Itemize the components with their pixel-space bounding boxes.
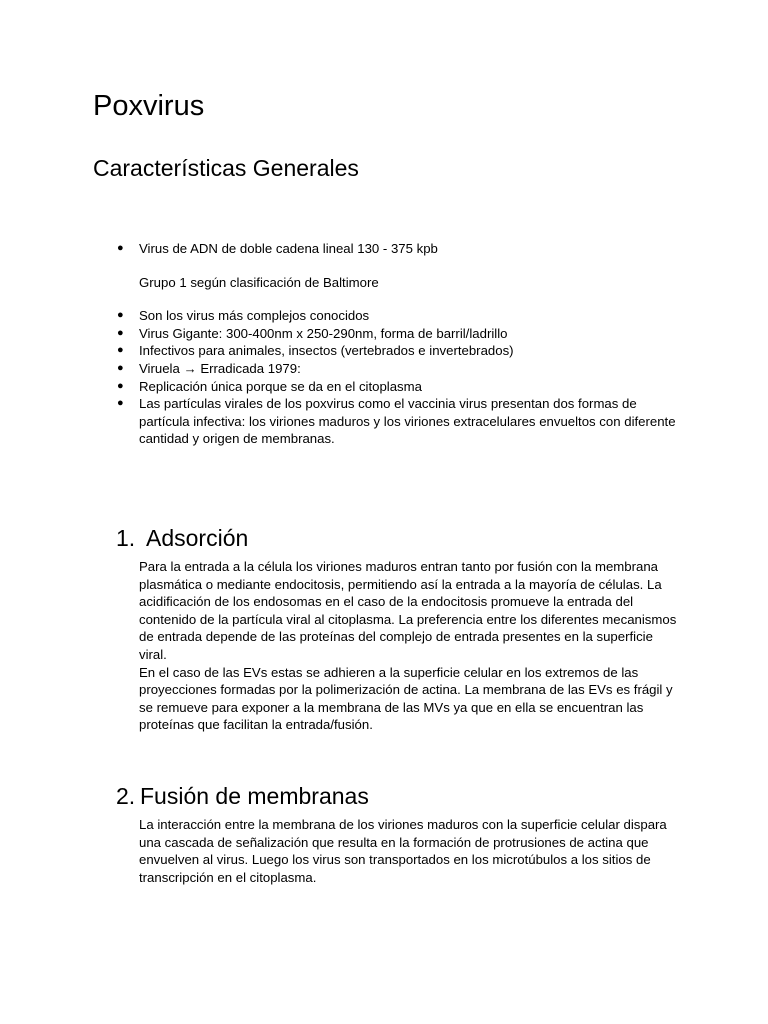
bullet-icon: ● xyxy=(117,344,124,357)
characteristics-list xyxy=(0,240,768,448)
page-subtitle: Características Generales xyxy=(93,155,359,181)
list-item-text: Son los virus más complejos conocidos xyxy=(139,308,370,324)
list-item-text: Viruela → Erradicada 1979: xyxy=(139,360,301,376)
list-item-subtext: Grupo 1 según clasificación de Baltimore xyxy=(139,274,379,290)
section-number: 2. xyxy=(116,783,136,809)
list-item-text: Virus de ADN de doble cadena lineal 130 - 375 kpb xyxy=(139,241,438,256)
list-item xyxy=(0,360,679,378)
list-item-text: Virus Gigante: 300-400nm x 250-290nm, forma de barril/ladrillo xyxy=(139,325,508,341)
paragraph: Para la entrada a la célula los viriones maduros entran tanto por fusión con la membrana plasmática o mediante endocitosis, permitiendo así la entrada a la mayoría de células. La acidificación de los endosomas en el caso de la endocitosis promueve la entrada del contenido de la partícula viral al citoplasma. La preferencia entre los diferentes mecanismos de entrada depende de las proteínas del complejo de entrada presentes en la superficie viral. xyxy=(139,559,677,662)
section-number: 1. xyxy=(116,525,136,551)
list-item xyxy=(0,378,679,396)
bullet-icon: ● xyxy=(117,309,124,322)
bullet-icon: ● xyxy=(117,361,124,374)
paragraph: La interacción entre la membrana de los viriones maduros con la superficie celular dispara una cascada de señalización que resulta en la formación de protrusiones de actina que envuelven al virus. Luego los virus son transportados en los microtúbulos a los sitios de transcripción en el citoplasma. xyxy=(139,817,667,885)
list-item xyxy=(0,395,679,448)
section-body xyxy=(139,558,679,734)
bullet-icon: ● xyxy=(117,326,124,339)
section-title: Fusión de membranas xyxy=(140,783,369,809)
list-item-text: Infectivos para animales, insectos (vertebrados e invertebrados) xyxy=(139,343,514,359)
section-title: Adsorción xyxy=(146,525,249,551)
list-item xyxy=(0,325,679,343)
bullet-icon: ● xyxy=(117,379,124,392)
paragraph: En el caso de las EVs estas se adhieren a la superficie celular en los extremos de las proyecciones formadas por la polimerización de actina. La membrana de las EVs es frágil y se remueve para exponer a la membrana de las MVs ya que en ella se encuentran las proteínas que facilitan la entrada/fusión. xyxy=(139,664,673,733)
bullet-icon: ● xyxy=(117,397,124,410)
list-item xyxy=(0,240,679,291)
list-item xyxy=(0,342,679,360)
page-title: Poxvirus xyxy=(93,90,205,122)
list-item xyxy=(0,307,679,325)
list-item-text: Replicación única porque se da en el citoplasma xyxy=(139,378,422,394)
list-item-text: Las partículas virales de los poxvirus como el vaccinia virus presentan dos formas de partícula infectiva: los viriones maduros y los viriones extracelulares envueltos con diferente cantidad y origen de membranas. xyxy=(139,396,676,447)
section-body xyxy=(139,816,679,886)
bullet-icon: ● xyxy=(117,242,124,254)
